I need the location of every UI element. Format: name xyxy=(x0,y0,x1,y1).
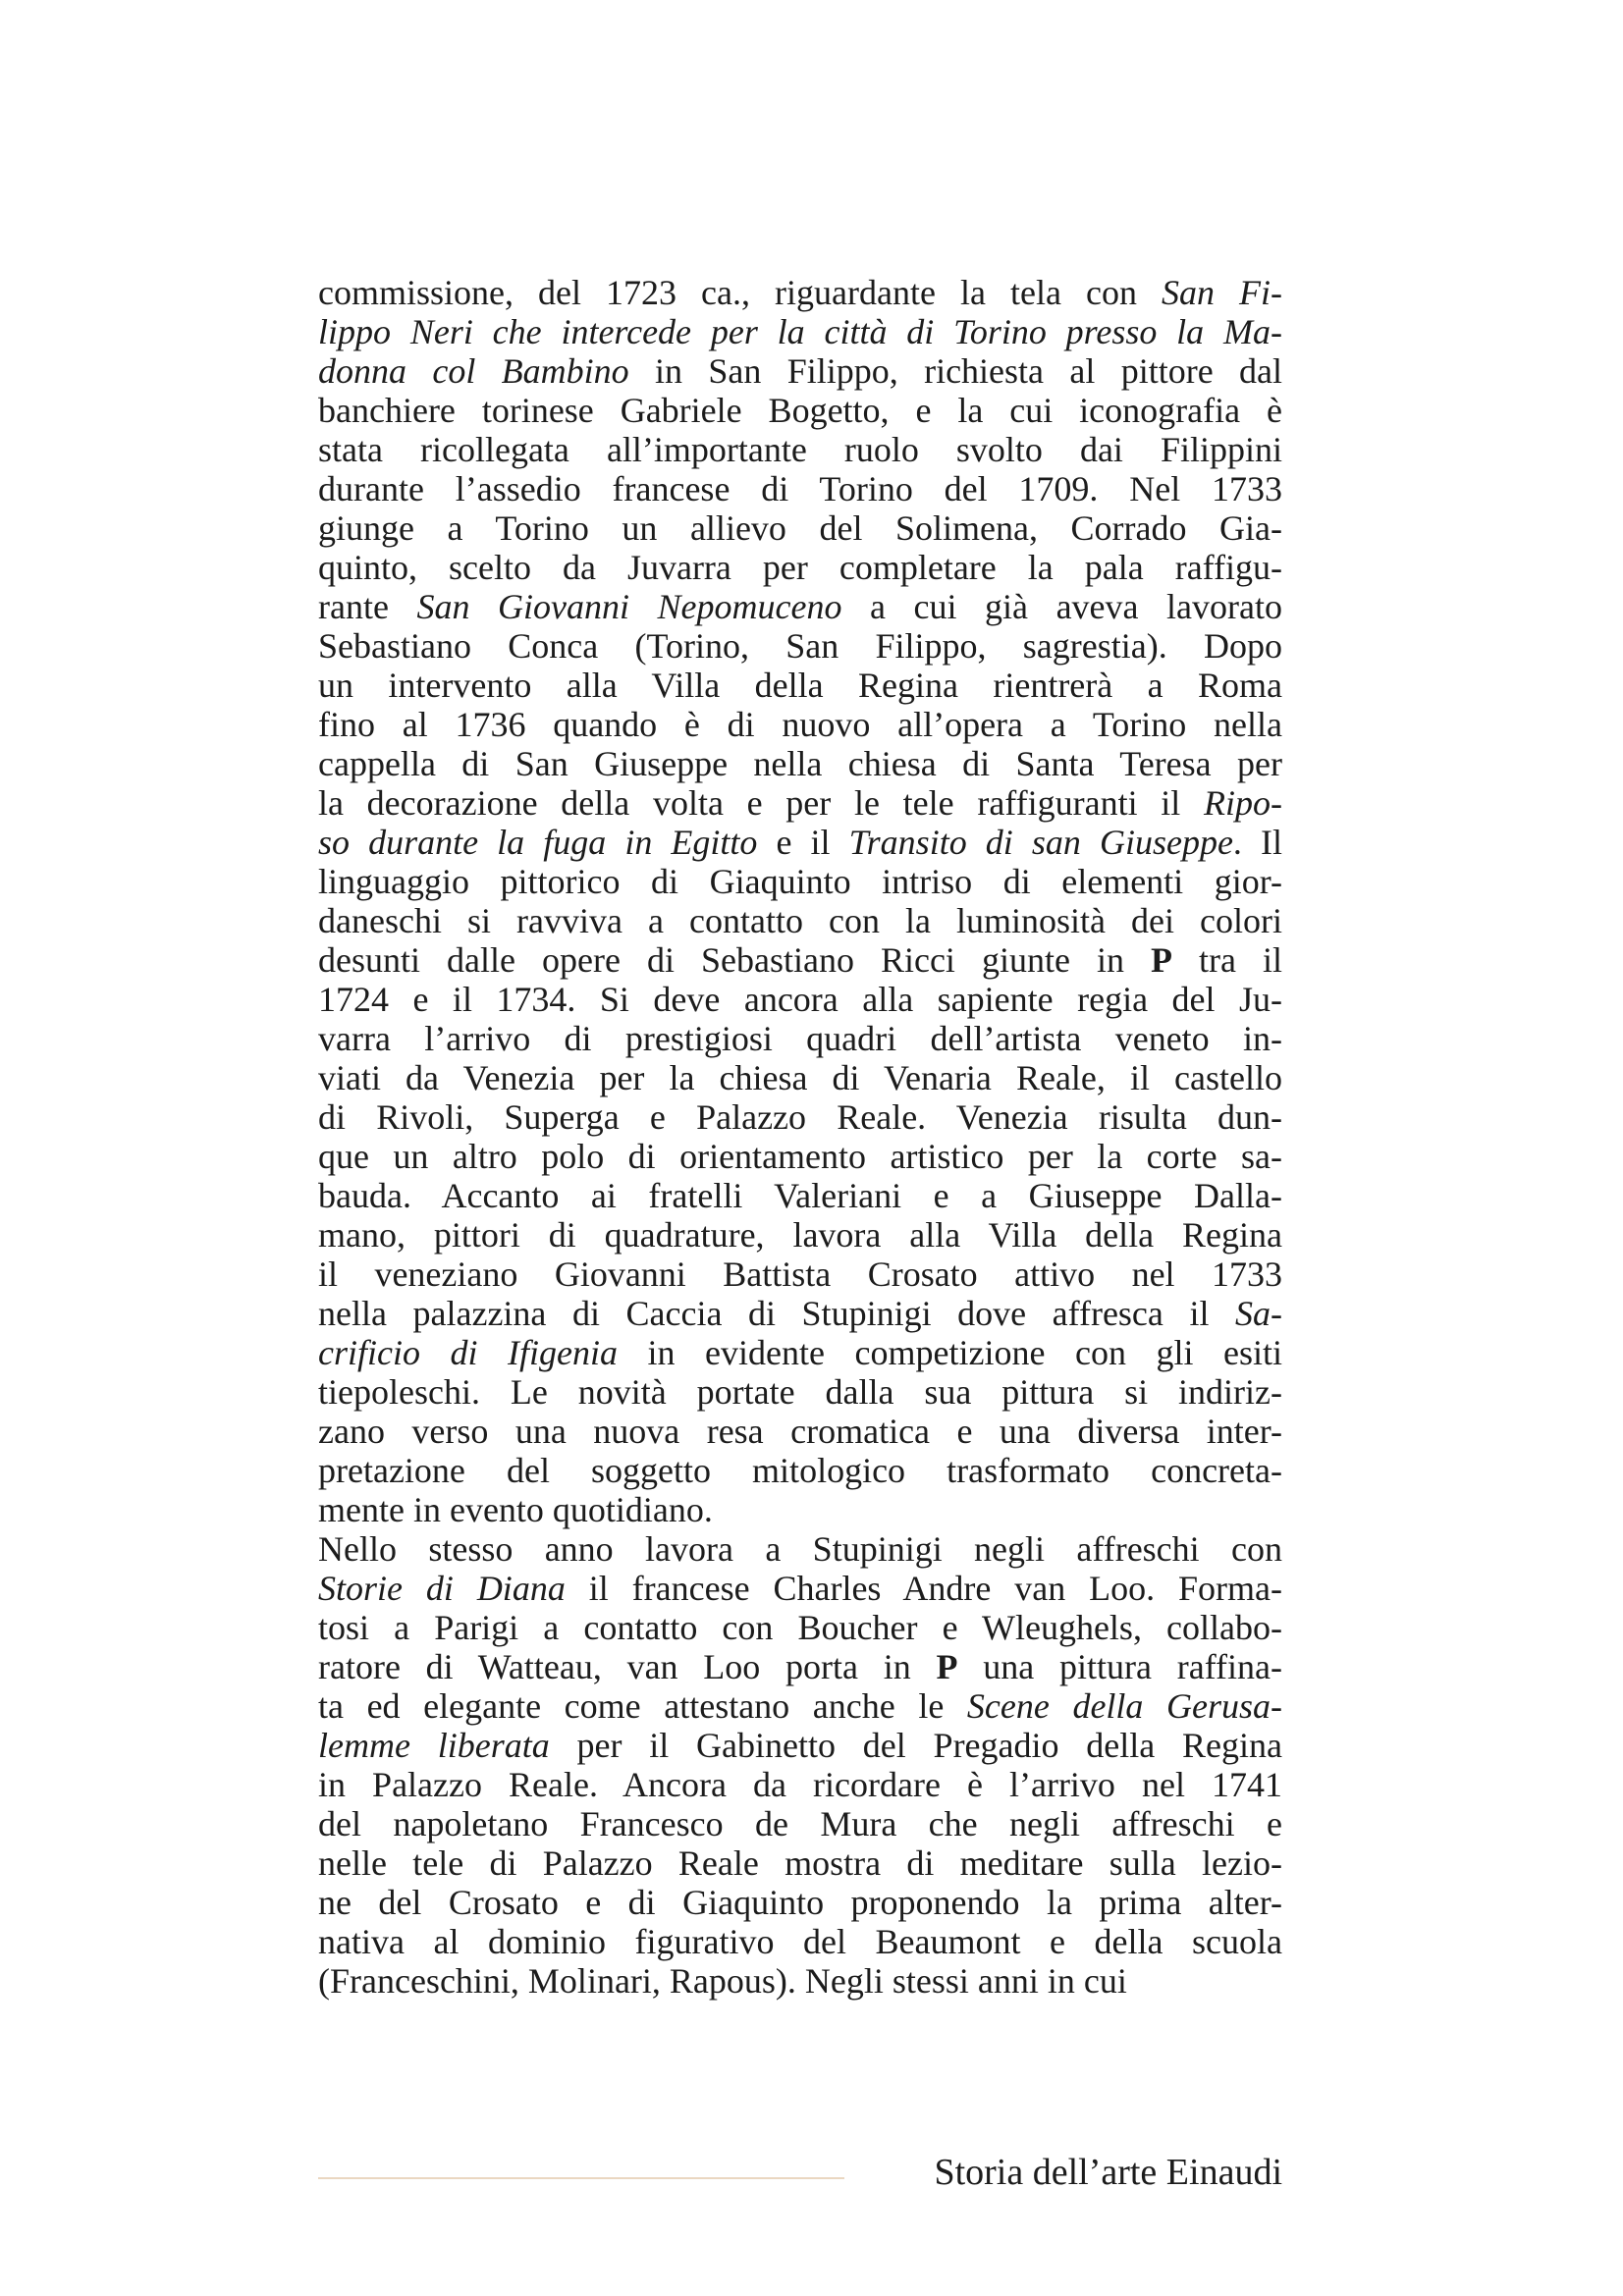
text-segment: fino al 1736 quando è di nuovo all’opera a Torino nella xyxy=(318,705,1282,744)
text-segment: Nello stesso anno lavora a Stupinigi negli affreschi con xyxy=(318,1529,1282,1569)
text-segment: (Franceschini, Molinari, Rapous). Negli stessi anni in cui xyxy=(318,1961,1127,2001)
italic-text: Ripo- xyxy=(1204,783,1282,823)
text-line xyxy=(318,548,1282,587)
text-line xyxy=(318,1569,1282,1608)
text-segment: quinto, scelto da Juvarra per completare la pala raffigu- xyxy=(318,548,1282,587)
text-segment: nelle tele di Palazzo Reale mostra di meditare sulla lezio- xyxy=(318,1843,1282,1883)
text-segment: per il Gabinetto del Pregadio della Regina xyxy=(549,1726,1283,1765)
text-segment: bauda. Accanto ai fratelli Valeriani e a Giuseppe Dalla- xyxy=(318,1176,1282,1215)
text-segment: . Il xyxy=(1232,823,1282,862)
text-segment: la decorazione della volta e per le tele raffiguranti il xyxy=(318,783,1205,823)
text-line xyxy=(318,273,1282,312)
text-line xyxy=(318,469,1282,508)
text-segment: in San Filippo, richiesta al pittore dal xyxy=(628,351,1282,391)
text-line xyxy=(318,1255,1282,1294)
text-segment: in Palazzo Reale. Ancora da ricordare è l’arrivo nel 1741 xyxy=(318,1765,1282,1804)
text-segment: giunge a Torino un allievo del Solimena, Corrado Gia- xyxy=(318,508,1282,548)
text-line xyxy=(318,1490,1282,1529)
text-line xyxy=(318,430,1282,469)
text-line xyxy=(318,1765,1282,1804)
italic-text: Sa- xyxy=(1235,1294,1282,1333)
paragraph xyxy=(318,1529,1282,2001)
text-segment: tosi a Parigi a contatto con Boucher e Wleughels, collabo- xyxy=(318,1608,1282,1647)
text-line xyxy=(318,1058,1282,1097)
text-line xyxy=(318,1294,1282,1333)
text-line xyxy=(318,1412,1282,1451)
text-line xyxy=(318,1176,1282,1215)
text-segment: il veneziano Giovanni Battista Crosato attivo nel 1733 xyxy=(318,1255,1282,1294)
text-line xyxy=(318,391,1282,430)
text-segment: daneschi si ravviva a contatto con la luminosità dei colori xyxy=(318,901,1282,940)
text-segment: e il xyxy=(757,823,849,862)
text-line xyxy=(318,744,1282,783)
text-segment: cappella di San Giuseppe nella chiesa di Santa Teresa per xyxy=(318,744,1282,783)
text-segment: 1724 e il 1734. Si deve ancora alla sapiente regia del Ju- xyxy=(318,980,1282,1019)
text-segment: tiepoleschi. Le novità portate dalla sua pittura si indiriz- xyxy=(318,1372,1282,1412)
text-segment: desunti dalle opere di Sebastiano Ricci giunte in xyxy=(318,940,1151,980)
text-segment: Sebastiano Conca (Torino, San Filippo, sagrestia). Dopo xyxy=(318,626,1282,666)
body-text xyxy=(318,273,1282,2001)
text-line xyxy=(318,1922,1282,1961)
text-segment: a cui già aveva lavorato xyxy=(841,587,1282,626)
paragraph xyxy=(318,273,1282,1529)
text-segment: mano, pittori di quadrature, lavora alla Villa della Regina xyxy=(318,1215,1282,1255)
page-footer xyxy=(318,2148,1282,2197)
text-segment: tra il xyxy=(1171,940,1282,980)
italic-text: Storie di Diana xyxy=(318,1569,566,1608)
italic-text: donna col Bambino xyxy=(318,351,629,391)
text-line xyxy=(318,508,1282,548)
text-segment: rante xyxy=(318,587,417,626)
text-segment: varra l’arrivo di prestigiosi quadri dell’artista veneto in- xyxy=(318,1019,1282,1058)
text-line xyxy=(318,1961,1282,2001)
text-line xyxy=(318,901,1282,940)
text-line xyxy=(318,1215,1282,1255)
text-line xyxy=(318,823,1282,862)
text-segment: un intervento alla Villa della Regina rientrerà a Roma xyxy=(318,666,1282,705)
text-segment: mente in evento quotidiano. xyxy=(318,1490,713,1529)
text-line xyxy=(318,1333,1282,1372)
text-segment: commissione, del 1723 ca., riguardante la tela con xyxy=(318,273,1162,312)
italic-text: lippo Neri che intercede per la città di Torino presso la Ma- xyxy=(318,312,1282,351)
text-line xyxy=(318,666,1282,705)
italic-text: lemme liberata xyxy=(318,1726,550,1765)
text-segment: linguaggio pittorico di Giaquinto intriso di elementi gior- xyxy=(318,862,1282,901)
italic-text: San Fi- xyxy=(1161,273,1282,312)
text-line xyxy=(318,312,1282,351)
italic-text: Transito di san Giuseppe xyxy=(848,823,1233,862)
text-line xyxy=(318,1647,1282,1686)
bold-text: P xyxy=(1150,940,1172,980)
italic-text: Scene della Gerusa- xyxy=(966,1686,1283,1726)
footer-title: Storia dell’arte Einaudi xyxy=(934,2152,1282,2193)
text-segment: ne del Crosato e di Giaquinto proponendo la prima alter- xyxy=(318,1883,1282,1922)
text-segment: ta ed elegante come attestano anche le xyxy=(318,1686,967,1726)
footer-rule xyxy=(318,2177,844,2179)
text-segment: viati da Venezia per la chiesa di Venaria Reale, il castello xyxy=(318,1058,1282,1097)
text-segment: nativa al dominio figurativo del Beaumont e della scuola xyxy=(318,1922,1282,1961)
text-segment: stata ricollegata all’importante ruolo svolto dai Filippini xyxy=(318,430,1282,469)
italic-text: so durante la fuga in Egitto xyxy=(318,823,758,862)
text-line xyxy=(318,351,1282,391)
text-segment: in evidente competizione con gli esiti xyxy=(618,1333,1282,1372)
text-segment: zano verso una nuova resa cromatica e una diversa inter- xyxy=(318,1412,1282,1451)
text-segment: pretazione del soggetto mitologico trasformato concreta- xyxy=(318,1451,1282,1490)
bold-text: P xyxy=(936,1647,958,1686)
italic-text: San Giovanni Nepomuceno xyxy=(416,587,842,626)
text-line xyxy=(318,862,1282,901)
text-line xyxy=(318,1451,1282,1490)
text-segment: nella palazzina di Caccia di Stupinigi dove affresca il xyxy=(318,1294,1235,1333)
text-line xyxy=(318,1019,1282,1058)
text-segment: di Rivoli, Superga e Palazzo Reale. Venezia risulta dun- xyxy=(318,1097,1282,1137)
text-segment: que un altro polo di orientamento artistico per la corte sa- xyxy=(318,1137,1282,1176)
text-segment: il francese Charles Andre van Loo. Forma- xyxy=(565,1569,1282,1608)
text-line xyxy=(318,783,1282,823)
text-segment: durante l’assedio francese di Torino del 1709. Nel 1733 xyxy=(318,469,1282,508)
text-line xyxy=(318,1843,1282,1883)
text-line xyxy=(318,626,1282,666)
text-segment: banchiere torinese Gabriele Bogetto, e la cui iconografia è xyxy=(318,391,1282,430)
text-line xyxy=(318,1608,1282,1647)
text-line xyxy=(318,1726,1282,1765)
text-segment: ratore di Watteau, van Loo porta in xyxy=(318,1647,937,1686)
text-segment: del napoletano Francesco de Mura che negli affreschi e xyxy=(318,1804,1282,1843)
italic-text: crificio di Ifigenia xyxy=(318,1333,618,1372)
text-line xyxy=(318,980,1282,1019)
text-line xyxy=(318,1529,1282,1569)
text-line xyxy=(318,587,1282,626)
text-line xyxy=(318,1804,1282,1843)
text-line xyxy=(318,705,1282,744)
text-line xyxy=(318,1372,1282,1412)
text-line xyxy=(318,1883,1282,1922)
text-line xyxy=(318,1137,1282,1176)
text-line xyxy=(318,1097,1282,1137)
text-line xyxy=(318,1686,1282,1726)
text-line xyxy=(318,940,1282,980)
text-segment: una pittura raffina- xyxy=(957,1647,1282,1686)
